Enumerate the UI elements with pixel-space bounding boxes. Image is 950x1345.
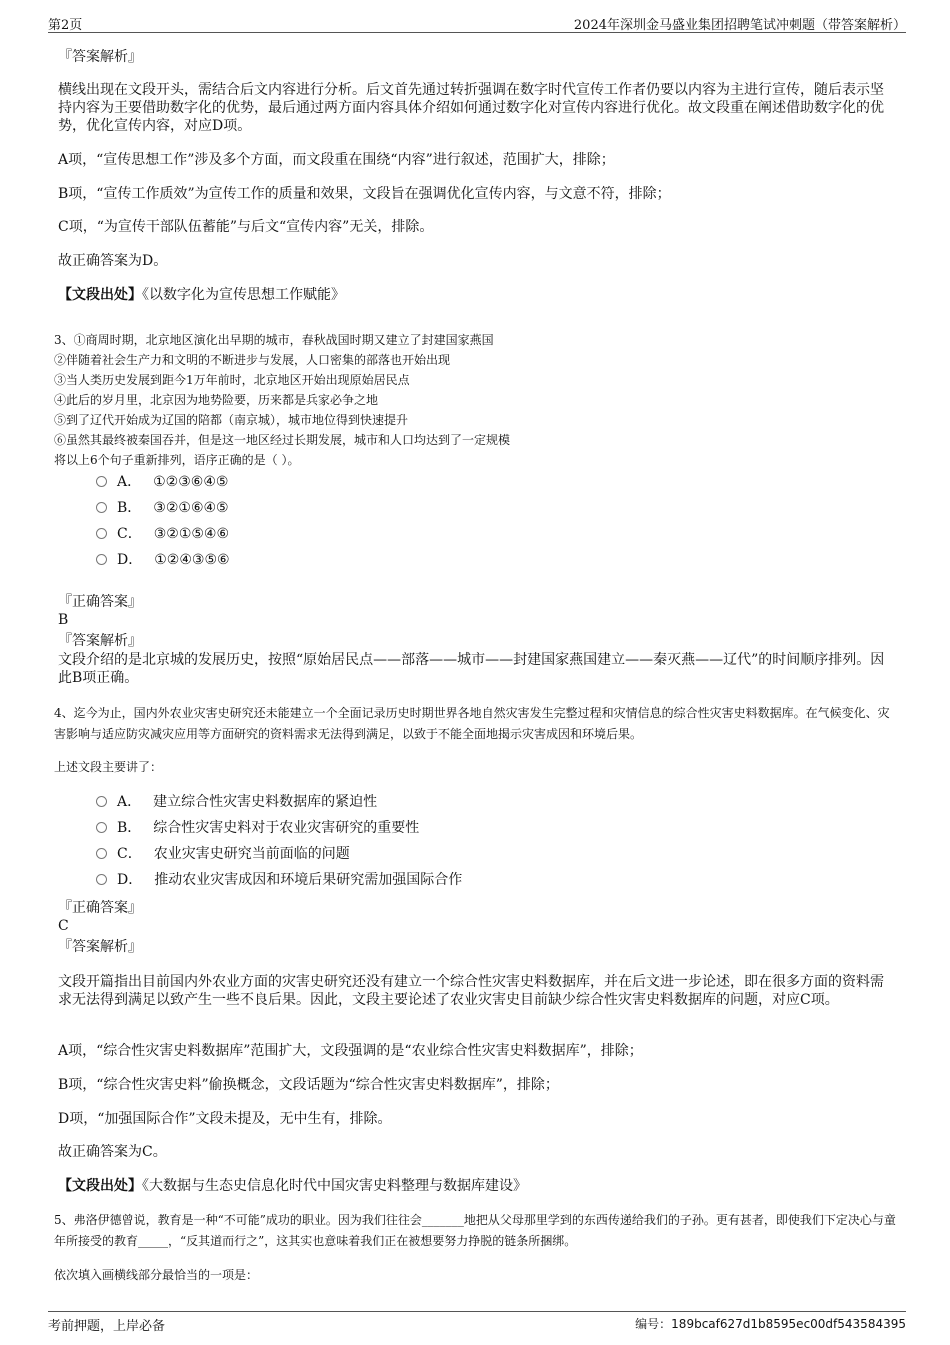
q4-source-text: 《大数据与生态史信息化时代中国灾害史料整理与数据库建设》 [142, 1178, 527, 1194]
radio-icon[interactable] [96, 796, 107, 807]
document-title: 2024年深圳金马盛业集团招聘笔试冲刺题（带答案解析） [573, 18, 906, 33]
radio-icon[interactable] [96, 554, 107, 565]
q4-option-a[interactable]: A． 建立综合性灾害史料数据库的紧迫性 [96, 793, 377, 811]
q3-question: 将以上6个句子重新排列，语序正确的是（ ）。 [54, 453, 300, 467]
document-code: 编号：189bcaf627d1b8595ec00df543584395 [635, 1317, 906, 1331]
q3-stem-line: ④此后的岁月里，北京因为地势险要，历来都是兵家必争之地 [54, 393, 379, 407]
q3-answer: B [58, 612, 69, 628]
q4-option-c[interactable]: C． 农业灾害史研究当前面临的问题 [96, 845, 350, 863]
q3-analysis-body: 文段介绍的是北京城的发展历史，按照“原始居民点——部落——城市——封建国家燕国建立——秦灭燕——辽代”的时间顺序排列。因此B项正确。 [58, 652, 885, 686]
q2-source [58, 286, 893, 304]
q3-stem-line: ②伴随着社会生产力和文明的不断进步与发展，人口密集的部落也开始出现 [54, 353, 451, 367]
page-footer [48, 1311, 906, 1334]
q4-option-b[interactable]: B． 综合性灾害史料对于农业灾害研究的重要性 [96, 819, 419, 837]
q4-option-d[interactable]: D． 推动农业灾害成因和环境后果研究需加强国际合作 [96, 871, 462, 889]
q2-option-c-analysis: C项，“为宣传干部队伍蓄能”与后文“宣传内容”无关，排除。 [58, 219, 434, 235]
radio-icon[interactable] [96, 476, 107, 487]
q4-analysis-body: 文段开篇指出目前国内外农业方面的灾害史研究还没有建立一个综合性灾害史料数据库，并在后文进一步论述，即在很多方面的资料需求无法得到满足以致产生一些不良后果。因此，文段主要论述了农业灾害史目前缺少综合性灾害史料数据库的问题，对应C项。 [58, 974, 884, 1008]
q2-analysis-title: 『答案解析』 [58, 49, 142, 65]
q4-option-a-analysis: A项，“综合性灾害史料数据库”范围扩大，文段强调的是“农业综合性灾害史料数据库”，排除； [58, 1043, 643, 1059]
q3-option-b[interactable]: B． ③②①⑥④⑤ [96, 499, 229, 517]
q2-conclusion: 故正确答案为D。 [58, 253, 168, 269]
q4-analysis-title: 『答案解析』 [58, 939, 142, 955]
q2-source-text: 《以数字化为宣传思想工作赋能》 [142, 287, 345, 303]
q4-option-b-analysis: B项，“综合性灾害史料”偷换概念，文段话题为“综合性灾害史料数据库”，排除； [58, 1077, 559, 1093]
radio-icon[interactable] [96, 528, 107, 539]
q3-stem-line: ③当人类历史发展到距今1万年前时，北京地区开始出现原始居民点 [54, 373, 410, 387]
q3-stem-line: ⑤到了辽代开始成为辽国的陪都（南京城），城市地位得到快速提升 [54, 413, 409, 427]
q4-answer: C [58, 918, 69, 934]
page-number: 第2页 [48, 18, 83, 33]
radio-icon[interactable] [96, 502, 107, 513]
q3-stem-line: ⑥虽然其最终被秦国吞并，但是这一地区经过长期发展，城市和人口均达到了一定规模 [54, 433, 511, 447]
q3-stem-line: 3、①商周时期，北京地区演化出早期的城市，春秋战国时期又建立了封建国家燕国 [54, 333, 494, 347]
q4-source [58, 1177, 893, 1195]
q4-prompt: 上述文段主要讲了： [54, 760, 163, 774]
q2-analysis-body: 横线出现在文段开头，需结合后文内容进行分析。后文首先通过转折强调在数字时代宣传工作者仍要以内容为主进行宣传，随后表示坚持内容为王要借助数字化的优势，最后通过两方面内容具体介绍如何通过数字化对宣传内容进行优化。故文段重在阐述借助数字化的优势，优化宣传内容，对应D项。 [58, 82, 884, 134]
q4-answer-title: 『正确答案』 [58, 900, 142, 916]
q4-option-d-analysis: D项，“加强国际合作”文段未提及，无中生有，排除。 [58, 1111, 392, 1127]
q3-option-d[interactable]: D． ①②④③⑤⑥ [96, 551, 230, 569]
q2-option-a-analysis: A项，“宣传思想工作”涉及多个方面，而文段重在围绕“内容”进行叙述，范围扩大，排除； [58, 152, 615, 168]
q4-conclusion: 故正确答案为C。 [58, 1144, 167, 1160]
q3-option-c[interactable]: C． ③②①⑤④⑥ [96, 525, 229, 543]
radio-icon[interactable] [96, 874, 107, 885]
q5-prompt: 依次填入画横线部分最恰当的一项是： [54, 1268, 259, 1282]
radio-icon[interactable] [96, 848, 107, 859]
footer-slogan: 考前押题，上岸必备 [48, 1319, 166, 1334]
q4-stem: 4、迄今为止，国内外农业灾害史研究还未能建立一个全面记录历史时期世界各地自然灾害发生完整过程和灾情信息的综合性灾害史料数据库。在气候变化、灾害影响与适应防灾减灾应用等方面研究的资料需求无法得到满足，以致于不能全面地揭示灾害成因和环境后果。 [54, 706, 890, 741]
radio-icon[interactable] [96, 822, 107, 833]
page-header [48, 14, 906, 33]
q5-stem: 5、弗洛伊德曾说，教育是一种“不可能”成功的职业。因为我们往往会_______地把从父母那里学到的东西传递给我们的子孙。更有甚者，即使我们下定决心与童年所接受的教育_____，“反其道而行之”，这其实也意味着我们正在被想要努力挣脱的链条所捆绑。 [54, 1213, 896, 1248]
q2-option-b-analysis: B项，“宣传工作质效”为宣传工作的质量和效果，文段旨在强调优化宣传内容，与文意不符，排除； [58, 186, 671, 202]
q3-answer-title: 『正确答案』 [58, 594, 142, 610]
q4-source-label: 【文段出处】 [58, 1178, 142, 1194]
q3-option-a[interactable]: A． ①②③⑥④⑤ [96, 473, 228, 491]
q3-analysis-title: 『答案解析』 [58, 633, 142, 649]
q2-source-label: 【文段出处】 [58, 287, 142, 303]
